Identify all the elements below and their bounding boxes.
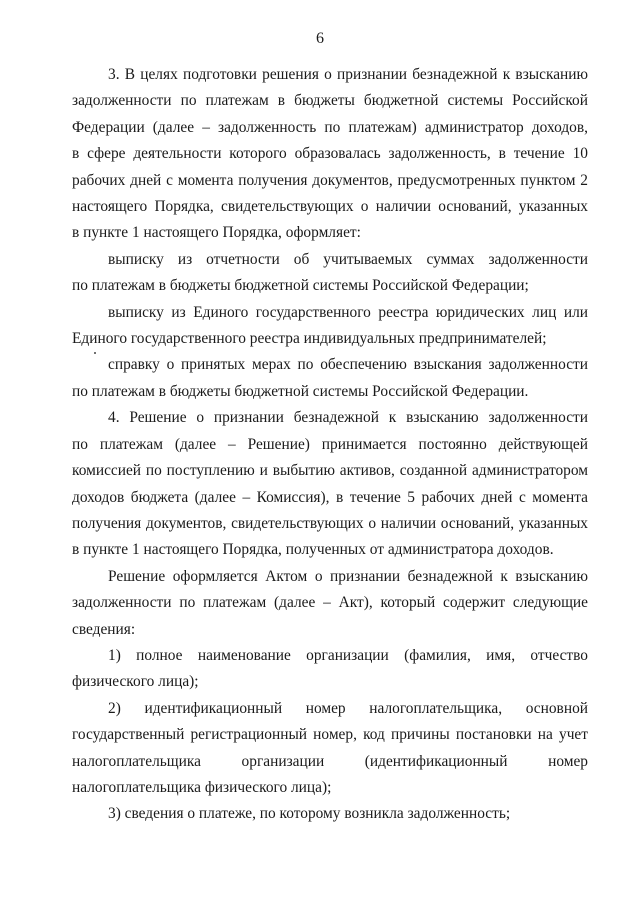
- page-number: 6: [316, 30, 324, 47]
- text-line: в пункте 1 настоящего Порядка, полученных от администратора доходов.: [72, 541, 554, 559]
- text-line: в пункте 1 настоящего Порядка, оформляет:: [72, 224, 361, 242]
- text-line: по платежам (далее – Решение) принимается постоянно действующей: [72, 435, 588, 453]
- text-line: 4. Решение о признании безнадежной к взысканию задолженности: [108, 409, 588, 427]
- text-line: Единого государственного реестра индивидуальных предпринимателей;: [72, 330, 547, 348]
- text-line: настоящего Порядка, свидетельствующих о наличии оснований, указанных: [72, 198, 588, 216]
- text-line: выписку из Единого государственного реестра юридических лиц или: [108, 303, 588, 321]
- text-line: Федерации (далее – задолженность по платежам) администратор доходов,: [72, 118, 588, 136]
- text-line: задолженности по платежам (далее – Акт), который содержит следующие: [72, 594, 588, 612]
- text-line: сведения:: [72, 620, 136, 638]
- text-line: государственный регистрационный номер, код причины постановки на учет: [72, 726, 588, 744]
- text-line: по платежам в бюджеты бюджетной системы Российской Федерации.: [72, 382, 529, 400]
- paragraph-certificate-measures: [72, 352, 588, 405]
- scan-speck: [94, 352, 96, 354]
- text-line: 1) полное наименование организации (фамилия, имя, отчество: [108, 646, 588, 664]
- text-line: справку о принятых мерах по обеспечению взыскания задолженности: [108, 356, 588, 374]
- text-line: 3) сведения о платеже, по которому возникла задолженность;: [108, 805, 511, 823]
- text-line: в сфере деятельности которого образовалась задолженность, в течение 10: [72, 145, 588, 163]
- text-line: по платежам в бюджеты бюджетной системы Российской Федерации;: [72, 277, 529, 295]
- text-line: выписку из отчетности об учитываемых суммах задолженности: [108, 250, 588, 268]
- list-item-3: [72, 801, 588, 827]
- paragraph-extract-registry: [72, 300, 588, 353]
- document-body: [72, 62, 588, 828]
- paragraph-item-3: [72, 62, 588, 247]
- paragraph-extract-reporting: [72, 247, 588, 300]
- text-line: физического лица);: [72, 673, 199, 691]
- paragraph-act-contents: [72, 564, 588, 643]
- text-line: комиссией по поступлению и выбытию активов, созданной администратором: [72, 462, 588, 480]
- text-line: доходов бюджета (далее – Комиссия), в течение 5 рабочих дней с момента: [72, 488, 588, 506]
- text-line: 2) идентификационный номер налогоплательщика, основной: [108, 699, 588, 717]
- text-line: задолженности по платежам в бюджеты бюджетной системы Российской: [72, 92, 588, 110]
- paragraph-item-4: [72, 405, 588, 563]
- text-line: рабочих дней с момента получения документов, предусмотренных пунктом 2: [72, 171, 588, 189]
- text-line: 3. В целях подготовки решения о признании безнадежной к взысканию: [108, 66, 588, 83]
- text-line: Решение оформляется Актом о признании безнадежной к взысканию: [108, 567, 588, 585]
- text-line: налогоплательщика организации (идентификационный номер: [72, 752, 588, 770]
- text-line: получения документов, свидетельствующих о наличии оснований, указанных: [72, 514, 588, 532]
- list-item-1: [72, 643, 588, 696]
- text-line: налогоплательщика физического лица);: [72, 778, 332, 796]
- list-item-2: [72, 696, 588, 802]
